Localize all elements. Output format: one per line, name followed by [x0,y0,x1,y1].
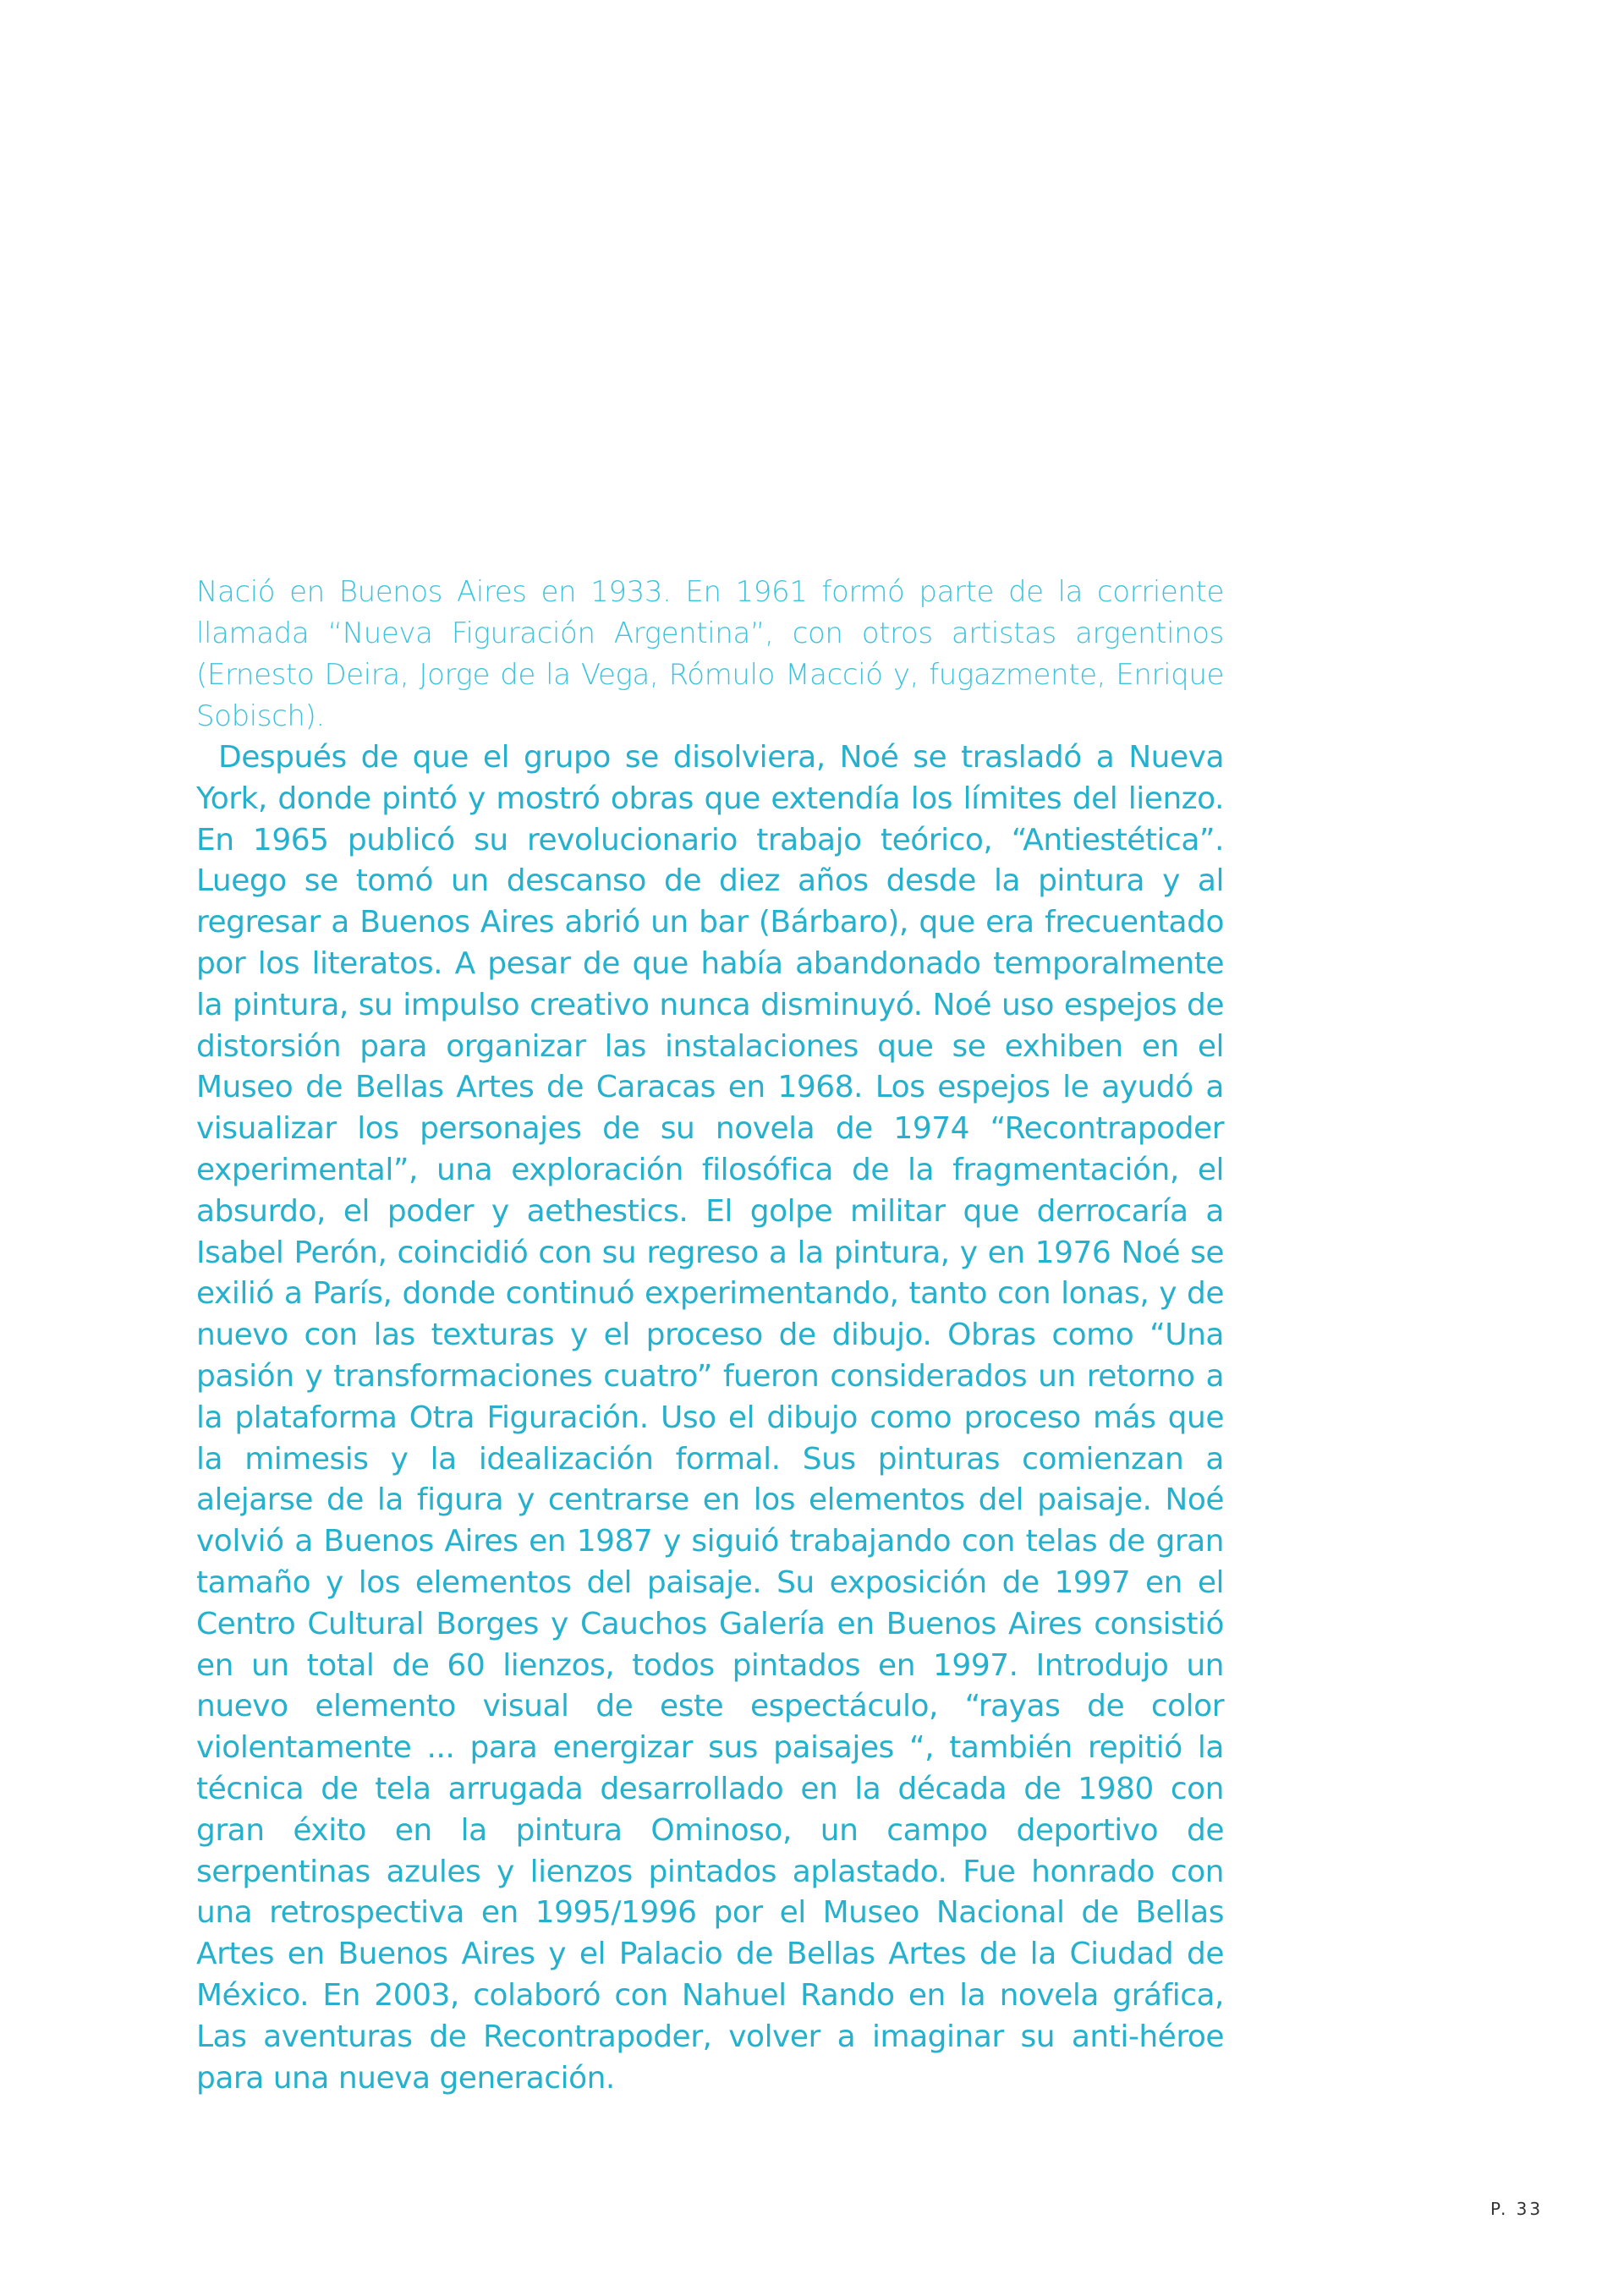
biography-paragraph: Después de que el grupo se disolviera, Noé se trasladó a Nueva York, donde pintó y mostró obras que extendía los límites del lienzo. En 1965 publicó su revolucionario trabajo teórico, “Antiestética”. Luego se tomó un descanso de diez años desde la pintura y al regresar a Buenos Aires abrió un bar (Bárbaro), que era frecuentado por los literatos. A pesar de que había abandonado temporalmente la pintura, su impulso creativo nunca disminuyó. Noé uso espejos de distorsión para organizar las instalaciones que se exhiben en el Museo de Bellas Artes de Caracas en 1968. Los espejos le ayudó a visualizar los personajes de su novela de 1974 “Recontrapoder experimental”, una exploración filosófica de la fragmentación, el absurdo, el poder y aethestics. El golpe militar que derrocaría a Isabel Perón, coincidió con su regreso a la pintura, y en 1976 Noé se exilió a París, donde continuó experimentando, tanto con lonas, y de nuevo con las texturas y el proceso de dibujo. Obras como “Una pasión y transformaciones cuatro” fueron considerados un retorno a la plataforma Otra Figuración. Uso el dibujo como proceso más que la mimesis y la idealización formal. Sus pinturas comienzan a alejarse de la figura y centrarse en los elementos del paisaje. Noé volvió a Buenos Aires en 1987 y siguió trabajando con telas de gran tamaño y los elementos del paisaje. Su exposición de 1997 en el Centro Cultural Borges y Cauchos Galería en Buenos Aires consistió en un total de 60 lienzos, todos pintados en 1997. Introdujo un nuevo elemento visual de este espectáculo, “rayas de color violentamente ... para energizar sus paisajes “, también repitió la técnica de tela arrugada desarrollado en la década de 1980 con gran éxito en la pintura Ominoso, un campo deportivo de serpentinas azules y lienzos pintados aplastado. Fue honrado con una retrospectiva en 1995/1996 por el Museo Nacional de Bellas Artes en Buenos Aires y el Palacio de Bellas Artes de la Ciudad de México. En 2003, colaboró con Nahuel Rando en la novela gráfica, Las aventuras de Recontrapoder, volver a imaginar su anti-héroe para una nueva generación. [196,740,1224,2096]
page-number: P. 33 [1490,2199,1544,2219]
intro-paragraph: Nació en Buenos Aires en 1933. En 1961 formó parte de la corriente llamada “Nueva Figuración Argentina”, con otros artistas argentinos (Ernesto Deira, Jorge de la Vega, Rómulo Macció y, fugazmente, Enrique Sobisch). [196,575,1224,733]
